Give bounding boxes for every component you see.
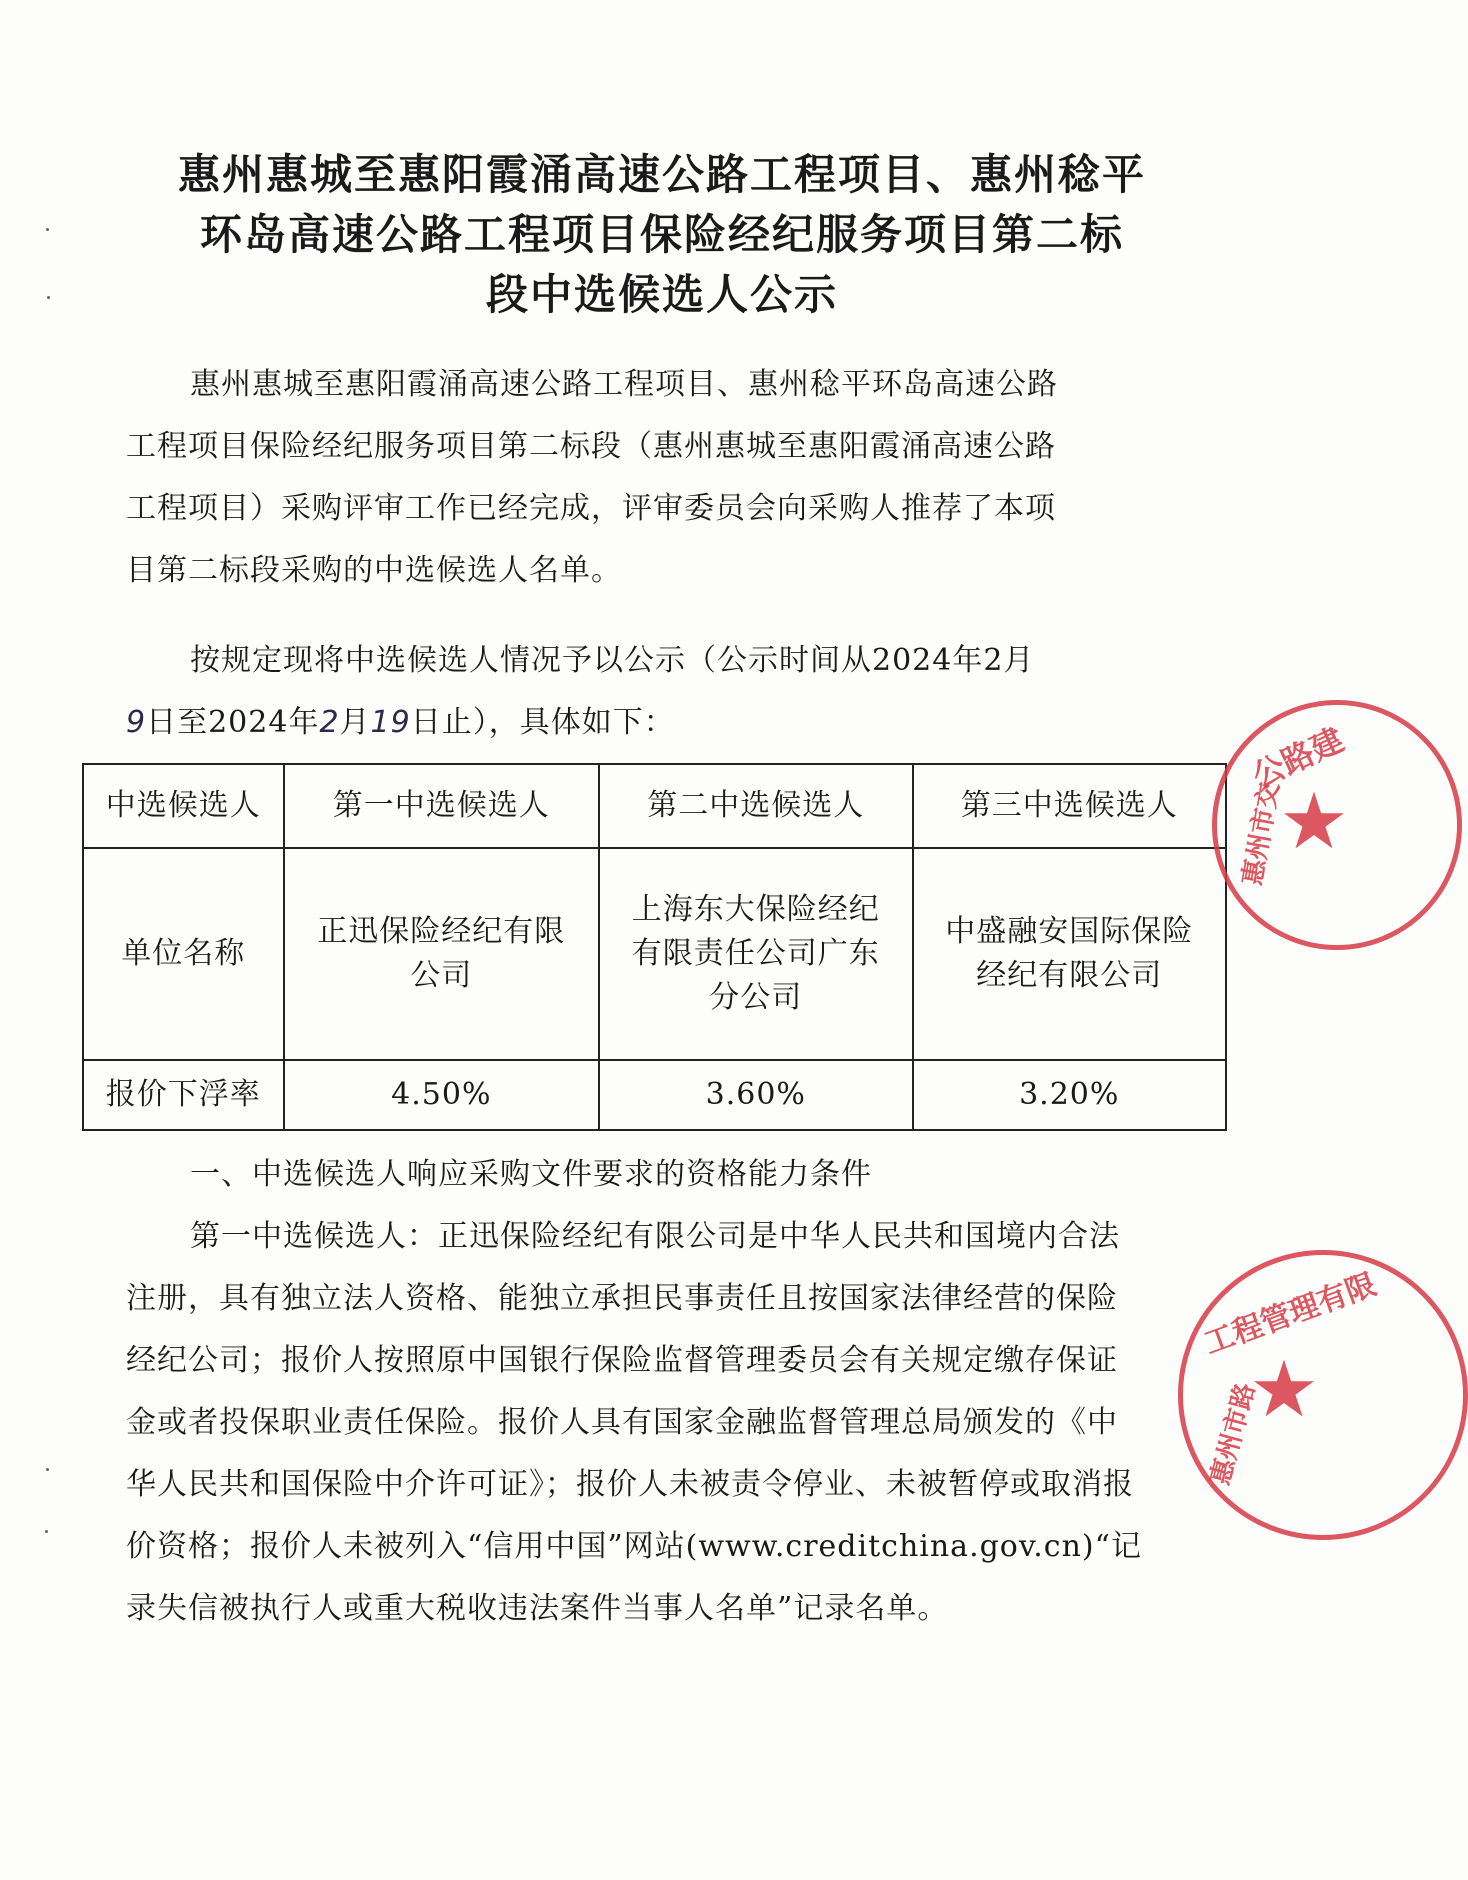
section-1-line-3: 经纪公司；报价人按照原中国银行保险监督管理委员会有关规定缴存保证 <box>126 1343 1118 1378</box>
company-name-line: 中盛融安国际保险 <box>945 914 1194 949</box>
company-name-line: 经纪有限公司 <box>976 958 1163 993</box>
handwritten-end-day: 19 <box>370 705 411 740</box>
intro-line-1: 惠州惠城至惠阳霞涌高速公路工程项目、惠州稔平环岛高速公路 <box>190 367 1058 402</box>
table-header-cell: 中选候选人 <box>83 764 284 848</box>
company-name-third <box>913 848 1227 1060</box>
section-1-line-4: 金或者投保职业责任保险。报价人具有国家金融监督管理总局颁发的《中 <box>126 1405 1118 1440</box>
title-line-2: 环岛高速公路工程项目保险经纪服务项目第二标 <box>199 210 1124 259</box>
table-row-company-name <box>83 848 1226 1060</box>
row-label-price-rate: 报价下浮率 <box>83 1060 284 1130</box>
official-seal-top <box>1212 700 1462 950</box>
section-1 <box>126 1144 1198 1640</box>
title-line-3: 段中选候选人公示 <box>485 270 838 319</box>
scan-speck <box>46 1468 49 1471</box>
seal-star-icon: ★ <box>1279 777 1349 867</box>
notice-line-2 <box>126 692 1198 754</box>
seal-bottom-side-text: 惠州市路 <box>1205 1380 1262 1489</box>
table-header-cell: 第一中选候选人 <box>284 764 599 848</box>
section-1-line-6: 价资格；报价人未被列入“信用中国”网站(www.creditchina.gov.cn)“记 <box>126 1529 1142 1564</box>
handwritten-end-month: 2 <box>319 705 340 740</box>
rate-third: 3.20% <box>913 1060 1227 1130</box>
seal-top-side-text: 惠州市交 <box>1237 780 1286 888</box>
section-1-line-2: 注册，具有独立法人资格、能独立承担民事责任且按国家法律经营的保险 <box>126 1281 1118 1316</box>
notice-month-word: 月 <box>339 705 371 740</box>
table-header-row <box>83 764 1226 848</box>
section-1-line-1: 第一中选候选人：正迅保险经纪有限公司是中华人民共和国境内合法 <box>190 1219 1120 1254</box>
scan-speck <box>46 228 49 231</box>
company-name-first <box>284 848 599 1060</box>
rate-second: 3.60% <box>599 1060 912 1130</box>
company-name-line: 正迅保险经纪有限 <box>317 914 566 949</box>
seal-top-text: 公路建 <box>1246 720 1350 796</box>
intro-line-2: 工程项目保险经纪服务项目第二标段（惠州惠城至惠阳霞涌高速公路 <box>126 429 1056 464</box>
document-title <box>100 145 1224 325</box>
candidate-table <box>82 763 1227 1131</box>
section-1-line-5: 华人民共和国保险中介许可证》；报价人未被责令停业、未被暂停或取消报 <box>126 1467 1134 1502</box>
notice-mid-text: 日至2024年 <box>146 705 320 740</box>
scan-speck <box>45 1530 48 1533</box>
table-row-price-rate <box>83 1060 1226 1130</box>
notice-paragraph <box>126 630 1198 754</box>
notice-tail-text: 日止），具体如下： <box>410 705 675 740</box>
company-name-line: 有限责任公司广东 <box>631 936 880 971</box>
company-name-second <box>599 848 912 1060</box>
intro-line-3: 工程项目）采购评审工作已经完成，评审委员会向采购人推荐了本项 <box>126 491 1056 526</box>
intro-line-4: 目第二标段采购的中选候选人名单。 <box>126 553 622 588</box>
row-label-company-name: 单位名称 <box>83 848 284 1060</box>
seal-bottom-text: 工程管理有限 <box>1199 1267 1381 1362</box>
seal-star-icon: ★ <box>1249 1345 1319 1435</box>
section-1-line-7: 录失信被执行人或重大税收违法案件当事人名单”记录名单。 <box>126 1591 949 1626</box>
handwritten-start-day: 9 <box>126 705 147 740</box>
notice-line-1: 按规定现将中选候选人情况予以公示（公示时间从2024年2月 <box>190 643 1035 678</box>
section-1-heading: 一、中选候选人响应采购文件要求的资格能力条件 <box>190 1157 872 1192</box>
table-header-cell: 第二中选候选人 <box>599 764 912 848</box>
company-name-line: 分公司 <box>709 980 803 1015</box>
intro-paragraph <box>126 354 1198 602</box>
company-name-line: 公司 <box>410 958 473 993</box>
table-header-cell: 第三中选候选人 <box>913 764 1227 848</box>
scan-speck <box>47 296 50 299</box>
official-seal-bottom <box>1178 1250 1468 1540</box>
title-line-1: 惠州惠城至惠阳霞涌高速公路工程项目、惠州稔平 <box>177 150 1146 199</box>
rate-first: 4.50% <box>284 1060 599 1130</box>
company-name-line: 上海东大保险经纪 <box>631 892 880 927</box>
